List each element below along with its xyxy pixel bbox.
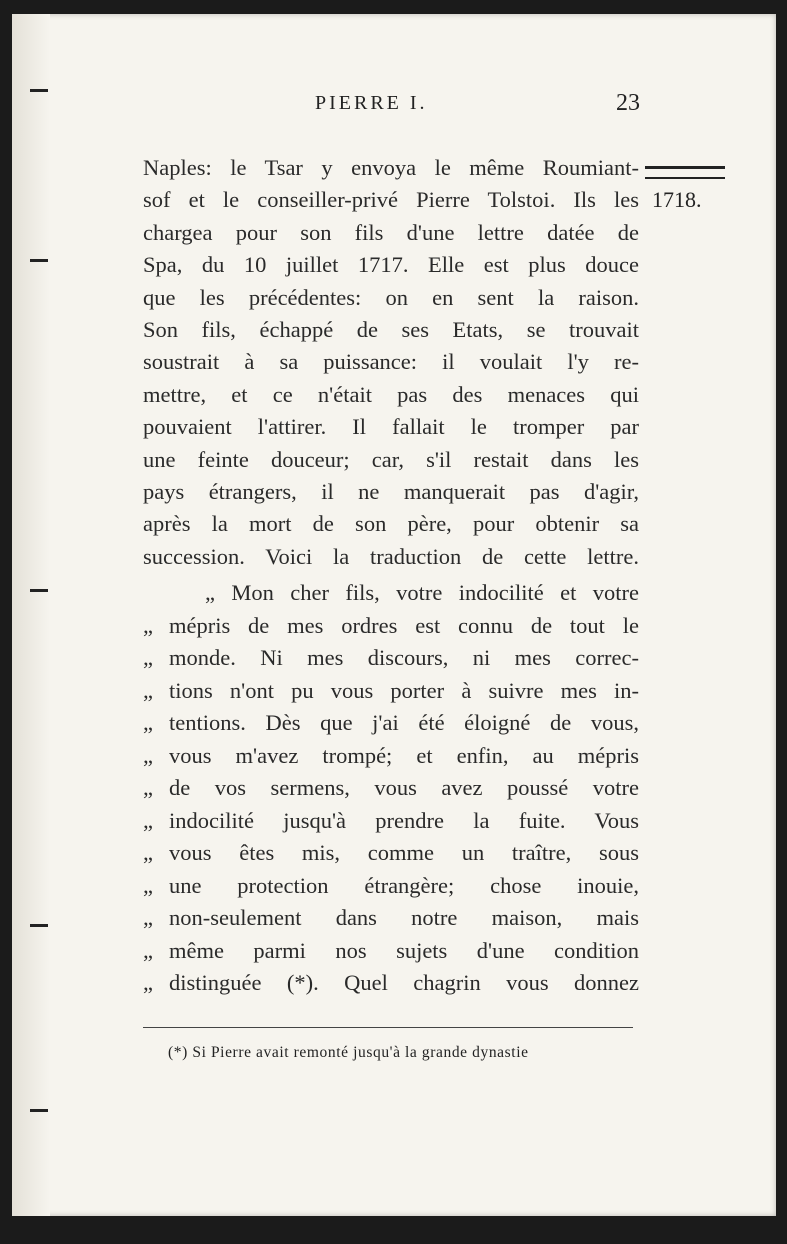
binding-mark <box>30 924 48 927</box>
page-spine-shadow <box>12 14 50 1216</box>
quote-line <box>143 935 639 968</box>
text-line: sof et le conseiller-privé Pierre Tolstoi. Ils les <box>143 187 639 213</box>
page-number: 23 <box>616 90 640 116</box>
quote-text: même parmi nos sujets d'une condition <box>169 937 639 963</box>
quote-line <box>143 740 639 773</box>
running-title: PIERRE I. <box>315 92 428 114</box>
text-line: Naples: le Tsar y envoya le même Roumiant- <box>143 155 639 180</box>
quote-mark: „ <box>143 807 153 833</box>
quote-line <box>143 870 639 903</box>
quote-mark: „ <box>143 645 153 671</box>
text-line: chargea pour son fils d'une lettre datée de <box>143 219 639 245</box>
text-line: Spa, du 10 juillet 1717. Elle est plus douce <box>143 252 639 278</box>
quote-text: tions n'ont pu vous porter à suivre mes in- <box>169 677 639 703</box>
binding-mark <box>30 89 48 92</box>
quote-line <box>143 707 639 740</box>
quote-mark: „ <box>143 905 153 931</box>
quote-text: „ Mon cher fils, votre indocilité et votre <box>205 580 639 606</box>
quote-line <box>143 902 639 935</box>
text-line: pays étrangers, il ne manquerait pas d'agir, <box>143 478 639 504</box>
quote-mark: „ <box>143 710 153 736</box>
binding-mark <box>30 259 48 262</box>
quote-mark: „ <box>143 775 153 801</box>
text-line: mettre, et ce n'était pas des menaces qui <box>143 381 639 407</box>
quote-line <box>143 675 639 708</box>
text-line: soustrait à sa puissance: il voulait l'y re- <box>143 349 639 375</box>
quote-line <box>143 805 639 838</box>
quote-mark: „ <box>143 970 153 996</box>
page-header <box>130 88 640 118</box>
text-line: Son fils, échappé de ses Etats, se trouvait <box>143 316 639 342</box>
quote-mark: „ <box>143 840 153 866</box>
quote-mark: „ <box>143 677 153 703</box>
quote-text: indocilité jusqu'à prendre la fuite. Vous <box>169 807 639 833</box>
quote-mark: „ <box>143 612 153 638</box>
text-line: succession. Voici la traduction de cette lettre. <box>143 543 639 569</box>
binding-mark <box>30 1109 48 1112</box>
margin-year: 1718. <box>652 187 702 212</box>
margin-rule <box>645 166 725 179</box>
quote-text: tentions. Dès que j'ai été éloigné de vous, <box>169 710 639 736</box>
body-paragraph <box>143 152 639 573</box>
quote-text: monde. Ni mes discours, ni mes correc- <box>169 645 639 671</box>
quote-mark: „ <box>143 937 153 963</box>
quote-line <box>143 577 639 610</box>
quote-text: une protection étrangère; chose inouie, <box>169 872 639 898</box>
quote-mark: „ <box>143 742 153 768</box>
text-line: que les précédentes: on en sent la raison. <box>143 284 639 310</box>
quote-line <box>143 642 639 675</box>
quote-text: vous m'avez trompé; et enfin, au mépris <box>169 742 639 768</box>
binding-mark <box>30 589 48 592</box>
text-line: une feinte douceur; car, s'il restait dans les <box>143 446 639 472</box>
text-line: pouvaient l'attirer. Il fallait le tromper par <box>143 414 639 440</box>
footnote-rule <box>143 1027 633 1028</box>
quote-text: mépris de mes ordres est connu de tout le <box>169 612 639 638</box>
quote-line <box>143 610 639 643</box>
quote-mark: „ <box>143 872 153 898</box>
quote-text: de vos sermens, vous avez poussé votre <box>169 775 639 801</box>
text-line: après la mort de son père, pour obtenir sa <box>143 511 639 537</box>
main-text <box>143 152 639 1000</box>
quote-text: non-seulement dans notre maison, mais <box>169 905 639 931</box>
quote-text: vous êtes mis, comme un traître, sous <box>169 840 639 866</box>
quote-line <box>143 967 639 1000</box>
quote-mark <box>143 577 169 610</box>
quote-line <box>143 772 639 805</box>
quote-line <box>143 837 639 870</box>
quoted-letter <box>143 577 639 1000</box>
footnote: (*) Si Pierre avait remonté jusqu'à la grande dynastie <box>168 1044 529 1061</box>
quote-text: distinguée (*). Quel chagrin vous donnez <box>169 970 639 996</box>
